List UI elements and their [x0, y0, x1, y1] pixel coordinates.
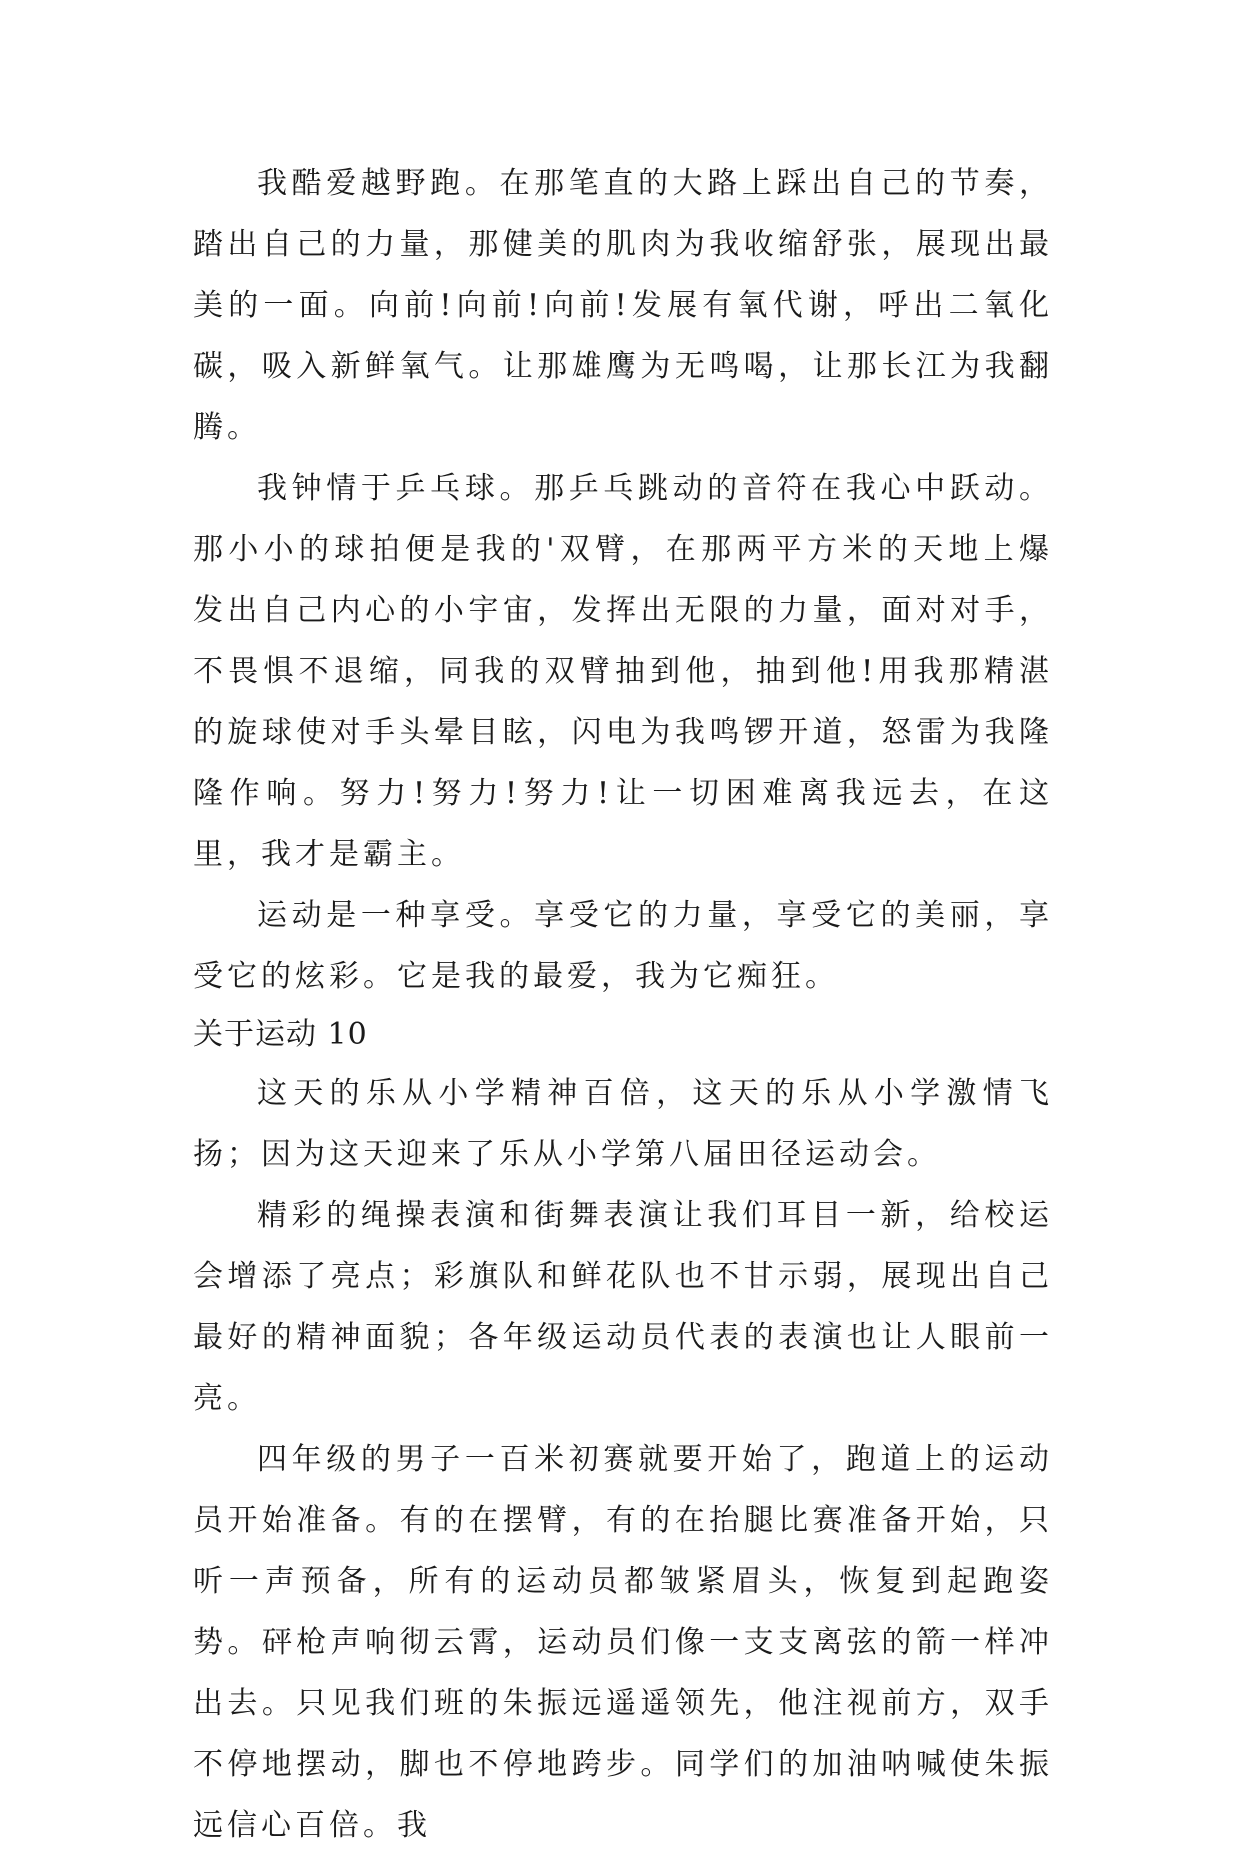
section-heading: 关于运动 10: [193, 1017, 368, 1052]
paragraph-100m-race: 四年级的男子一百米初赛就要开始了，跑道上的运动员开始准备。有的在摆臂，有的在抬腿比赛准备开始，只听一声预备，所有的运动员都皱紧眉头，恢复到起跑姿势。砰枪声响彻云霄，运动员们像一支支离弦的箭一样冲出去。只见我们班的朱振远遥遥领先，他注视前方，双手不停地摆动，脚也不停地跨步。同学们的加油呐喊使朱振远信心百倍。我: [193, 1442, 1053, 1843]
paragraph-performances: 精彩的绳操表演和街舞表演让我们耳目一新，给校运会增添了亮点；彩旗队和鲜花队也不甘示弱，展现出自己最好的精神面貌；各年级运动员代表的表演也让人眼前一亮。: [193, 1198, 1053, 1416]
paragraph-table-tennis: 我钟情于乒乓球。那乒乓跳动的音符在我心中跃动。那小小的球拍便是我的'双臂，在那两平方米的天地上爆发出自己内心的小宇宙，发挥出无限的力量，面对对手，不畏惧不退缩，同我的双臂抽到他，抽到他!用我那精湛的旋球使对手头晕目眩，闪电为我鸣锣开道，怒雷为我隆隆作响。努力!努力!努力!让一切困难离我远去，在这里，我才是霸主。: [193, 471, 1053, 872]
paragraph-sports-day-intro: 这天的乐从小学精神百倍，这天的乐从小学激情飞扬；因为这天迎来了乐从小学第八届田径运动会。: [193, 1076, 1053, 1172]
document-body: [193, 153, 1053, 1856]
paragraph-cross-country: 我酷爱越野跑。在那笔直的大路上踩出自己的节奏，踏出自己的力量，那健美的肌肉为我收缩舒张，展现出最美的一面。向前!向前!向前!发展有氧代谢，呼出二氧化碳，吸入新鲜氧气。让那雄鹰为无鸣喝，让那长江为我翻腾。: [193, 166, 1053, 445]
paragraph-sports-enjoyment: 运动是一种享受。享受它的力量，享受它的美丽，享受它的炫彩。它是我的最爱，我为它痴狂。: [193, 898, 1053, 994]
